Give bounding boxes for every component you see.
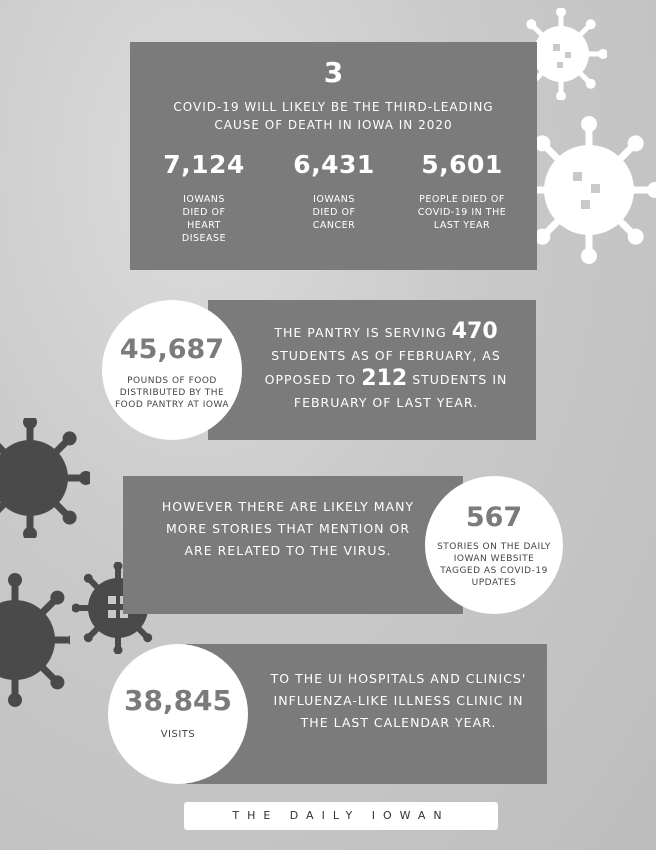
pantry-text-a: THE PANTRY IS SERVING	[274, 325, 447, 340]
food-pantry-panel	[208, 300, 536, 440]
pantry-text	[248, 320, 524, 414]
stat-number: 5,601	[421, 150, 503, 179]
stat-number: 6,431	[293, 150, 375, 179]
stories-text: HOWEVER THERE ARE LIKELY MANY MORE STORIES THAT MENTION OR ARE RELATED TO THE VIRUS.	[161, 499, 415, 558]
stat-heart-disease	[144, 150, 264, 245]
death-causes-panel	[130, 42, 537, 270]
stat-cancer	[274, 150, 394, 232]
virus-icon	[522, 110, 656, 270]
stories-number: 567	[465, 502, 523, 533]
pantry-text-b: STUDENTS AS OF FEBRUARY, AS OPPOSED TO	[264, 348, 501, 387]
headline: COVID-19 WILL LIKELY BE THE THIRD-LEADING CAUSE OF DEATH IN IOWA IN 2020	[173, 100, 494, 132]
stat-number: 7,124	[163, 150, 245, 179]
stories-label: STORIES ON THE DAILY IOWAN WEBSITE TAGGED AS COVID-19 UPDATES	[437, 542, 551, 588]
virus-icon	[0, 570, 70, 710]
stories-circle	[425, 476, 563, 614]
visits-number: 38,845	[123, 684, 233, 717]
footer-brand: THE DAILY IOWAN	[184, 802, 498, 830]
pantry-number-previous: 212	[361, 366, 408, 391]
stat-label: IOWANS DIED OF HEART DISEASE	[181, 194, 227, 244]
stat-covid	[402, 150, 522, 232]
pantry-text-c: STUDENTS IN FEBRUARY OF LAST YEAR.	[293, 372, 508, 410]
pantry-pounds-number: 45,687	[119, 334, 225, 365]
virus-icon	[0, 418, 90, 538]
pantry-number-current: 470	[451, 319, 498, 344]
stories-panel	[123, 476, 463, 614]
visits-circle	[108, 644, 248, 784]
pantry-pounds-label: POUNDS OF FOOD DISTRIBUTED BY THE FOOD PANTRY AT IOWA	[114, 376, 230, 410]
clinic-text: TO THE UI HOSPITALS AND CLINICS' INFLUENZA-LIKE ILLNESS CLINIC IN THE LAST CALENDAR YEAR.	[270, 671, 527, 730]
stat-label: IOWANS DIED OF CANCER	[312, 194, 356, 231]
pantry-circle	[102, 300, 242, 440]
rank-number: 3	[323, 56, 344, 89]
stat-label: PEOPLE DIED OF COVID-19 IN THE LAST YEAR	[417, 194, 507, 231]
visits-label: VISITS	[160, 729, 196, 740]
